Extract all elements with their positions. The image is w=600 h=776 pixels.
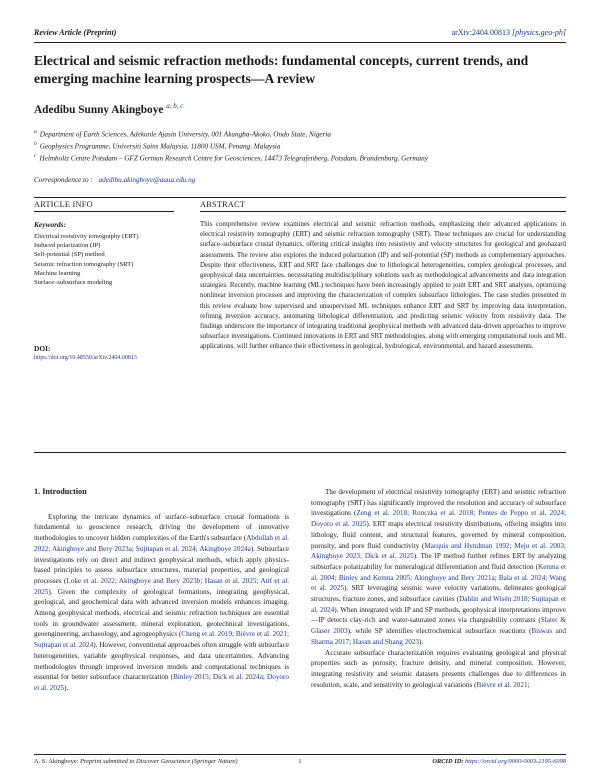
- affiliation-c: $^c$ Helmholtz Centre Potsdam – GFZ German Research Centre for Geosciences, 14473 Telegrafenberg, Potsdam, Brandenburg, Germany: [34, 153, 428, 163]
- author-affiliation-marks[interactable]: a, b, c: [166, 102, 184, 110]
- arxiv-category: [physics.geo-ph]: [512, 28, 566, 37]
- citation-link[interactable]: Loke et al. 2022; Akingboye and Bery 2023b; Hasan et al. 2025; Atif et al. 2025: [34, 576, 289, 596]
- keyword-item: Self-potential (SP) method: [34, 251, 105, 259]
- orcid-label: ORCID ID:: [432, 758, 464, 765]
- author-name: Adedibu Sunny Akingboye: [34, 103, 164, 116]
- keyword-item: Induced polarization (IP): [34, 242, 101, 250]
- affiliation-b: $^b$ Geophysics Programme, Universiti Sains Malaysia, 11800 USM, Penang, Malaysia: [34, 141, 281, 151]
- citation-link[interactable]: Cheng et al. 2019; Bièvre et al. 2021; Sujitapan et al. 2024: [34, 630, 289, 650]
- citation-link[interactable]: Bièvre et al. 2021;: [476, 680, 530, 689]
- orcid-link[interactable]: https://orcid.org/0000-0003-2195-6098: [465, 758, 566, 765]
- right-column: [311, 487, 566, 690]
- article-info-heading: ARTICLE INFO: [34, 200, 93, 209]
- affiliation-a: $^a$ Department of Earth Sciences, Adekunle Ajasin University, 001 Akungba-Akoko, Ondo State, Nigeria: [34, 129, 331, 139]
- intro-paragraph-2: The development of electrical resistivity tomography (ERT) and seismic refraction tomography (SRT) has significantly improved the resolution and accuracy of subsurface investigations (Zeng et al. 2018; Ronczka et al. 2018; Pentes de Peppo et al. 2024; Doyoro et al. 2025). ERT maps electrical resistivity distributions, offering insights into lithology, fluid content, and structural features, governed by mineral composition, porosity, and pore fluid conductivity (Marquis and Hyndman 1992; Meju et al. 2003; Akingboye 2023; Dick et al. 2025). The IP method further refines ERT by analyzing subsurface polarizability for mineralogical differentiation and fluid detection (Kemna et al. 2004; Binley and Kemna 2005; Akingboye and Bery 2021a; Bala et al. 2024; Wang et al. 2025). SRT leveraging seismic wave velocity variations, delineates geological structures, fracture zones, and subsurface cavities (Dahlin and Wisén 2018; Sujitapan et al. 2024). When integrated with IP and SP methods, geophysical interpretations improve—IP detects clay-rich and water-saturated zones via chargeability contrasts (Slater & Glaser 2003), while SP identifies electrochemical subsurface reactions (Biswas and Sharma 2017; Hasan and Shang 2023).: [311, 488, 567, 646]
- footer-status: Preprint submitted to Discover Geoscience (Springer Nature): [80, 758, 238, 765]
- correspondence-label: Correspondence to :: [34, 176, 93, 184]
- page-footer: [34, 758, 566, 768]
- footer-rule: [34, 754, 566, 755]
- correspondence: [34, 176, 195, 184]
- article-type: Review Article (Preprint): [34, 28, 117, 37]
- citation-link[interactable]: Binley 2015; Dick et al. 2024a; Doyoro et al. 2025: [34, 673, 289, 692]
- abstract-bottom-rule: [34, 452, 566, 453]
- left-column: [34, 487, 289, 694]
- keyword-item: Machine learning: [34, 269, 81, 277]
- footer-author: A. S. Akingboye:: [34, 758, 79, 765]
- footer-citation: [34, 758, 237, 765]
- page-number: 1: [298, 758, 302, 765]
- abstract-heading: ABSTRACT: [200, 200, 246, 209]
- keyword-item: Seismic refraction tomography (SRT): [34, 260, 134, 268]
- keywords-label: Keywords:: [34, 220, 67, 229]
- citation-link[interactable]: Dahlin and Wisén 2018; Sujitapan et al. 2024: [311, 595, 567, 614]
- running-header: [34, 28, 566, 40]
- intro-paragraph-3: Accurate subsurface characterization requires evaluating geological and physical properties such as porosity, fracture density, and mineral composition. However, integrating resistivity and seismic datasets presents challenges due to differences in resolution, scale, and sensitivity to geological variations (Bièvre et al. 2021;: [311, 648, 566, 689]
- paper-title: Electrical and seismic refraction methods: fundamental concepts, current trends, and emerging machine learning prospects—A review: [34, 53, 529, 86]
- citation-link[interactable]: Marquis and Hyndman 1992; Meju et al. 2003; Akingboye 2023; Dick et al. 2025: [311, 541, 566, 561]
- citation-link[interactable]: Zeng et al. 2018; Ronczka et al. 2018; Pentes de Peppo et al. 2024; Doyoro et al. 2025: [311, 509, 566, 529]
- arxiv-identifier[interactable]: [452, 28, 566, 37]
- intro-paragraph-1: Exploring the intricate dynamics of surface–subsurface crustal formations is fundamental to geoscience research, driving the development of innovative methodologies to uncover hidden complexities of the Earth's subsurface (Abdullah et al. 2022; Akingboye and Bery 2023a; Sujitapan et al. 2024; Akingboye 2024a). Subsurface investigations rely on direct and indirect geophysical methods, which apply physics-based principles to assess subsurface structures, material properties, and geological processes (Loke et al. 2022; Akingboye and Bery 2023b; Hasan et al. 2025; Atif et al. 2025). Given the complexity of geological formations, integrating geophysical, geological, and geochemical data with advanced inversion models enhances imaging. Among geophysical methods, electrical and seismic refraction techniques are essential tools in groundwater assessment, mineral exploration, geotechnical investigations, geoengineering, archaeology, and agrogeophysics (Cheng et al. 2019; Bièvre et al. 2021; Sujitapan et al. 2024). However, conventional approaches often struggle with subsurface heterogeneities, variable geophysical responses, and data uncertainties. Advancing methodologies through improved inversion models and computational techniques is essential for better subsurface characterization (Binley 2015; Dick et al. 2024a; Doyoro et al. 2025).: [34, 512, 290, 692]
- arxiv-id[interactable]: arXiv:2404.00813: [451, 28, 510, 37]
- info-top-rule: [34, 197, 566, 198]
- author-line: [34, 102, 183, 116]
- abstract-rule: [200, 211, 566, 212]
- correspondence-email[interactable]: adedibu.akingboye@aaua.edu.ng: [98, 176, 196, 184]
- article-info-rule: [34, 211, 174, 212]
- keyword-item: Electrical resistivity tomography (ERT): [34, 233, 139, 240]
- abstract-text: This comprehensive review examines electrical and seismic refraction methods, emphasizing their advanced applications in electrical resistivity tomography (ERT) and seismic refraction tomography (SRT). These techniques are crucial for understanding surface–subsurface crustal dynamics, offering critical insights into resistivity and velocity structures for geological and geohazard assessments. The review also explores the induced polarization (IP) and self-potential (SP) methods as complementary approaches. Despite their effectiveness, ERT and SRT face challenges due to lithological heterogeneities, complex geological processes, and geophysical data uncertainties, necessitating multidisciplinary solutions such as methodological advancements and data integration strategies. Recently, machine learning (ML) techniques have been increasingly applied to joint ERT and SRT analyses, optimizing nonlinear inversion processes and improving the characterization of complex subsurface lithologies. The case studies presented in this review evaluate how supervised and unsupervised ML techniques enhance ERT and SRT by improving data interpretation, refining inversion accuracy, automating lithological differentiation, and predicting seismic velocity from resistivity data. The findings underscore the importance of integrating traditional geophysical methods with advanced data-driven approaches to improve subsurface investigations. Continued innovations in ERT and SRT methodologies, along with emerging computational tools and ML applications, will further enhance their effectiveness in geological, hydrological, environmental, and hazard assessments.: [200, 221, 566, 351]
- footer-orcid: [432, 758, 566, 765]
- citation-link[interactable]: Abdullah et al. 2022; Akingboye and Bery 2023a; Sujitapan et al. 2024; Akingboye 2024a: [34, 534, 290, 553]
- header-rule: [34, 42, 566, 43]
- citation-link[interactable]: Slater & Glaser 2003: [311, 616, 567, 636]
- citation-link[interactable]: Biswas and Sharma 2017; Hasan and Shang 2023: [311, 627, 566, 646]
- keyword-item: Surface–subsurface modeling: [34, 279, 113, 287]
- keywords-list: [34, 232, 184, 287]
- citation-link[interactable]: Kemna et al. 2004; Binley and Kemna 2005; Akingboye and Bery 2021a; Bala et al. 2024; Wang et al. 2025: [311, 562, 566, 593]
- introduction-heading: 1. Introduction: [34, 487, 87, 496]
- doi-label: DOI:: [34, 344, 51, 353]
- doi-link[interactable]: https://doi.org/10.48550/arXiv.2404.00813: [34, 355, 137, 361]
